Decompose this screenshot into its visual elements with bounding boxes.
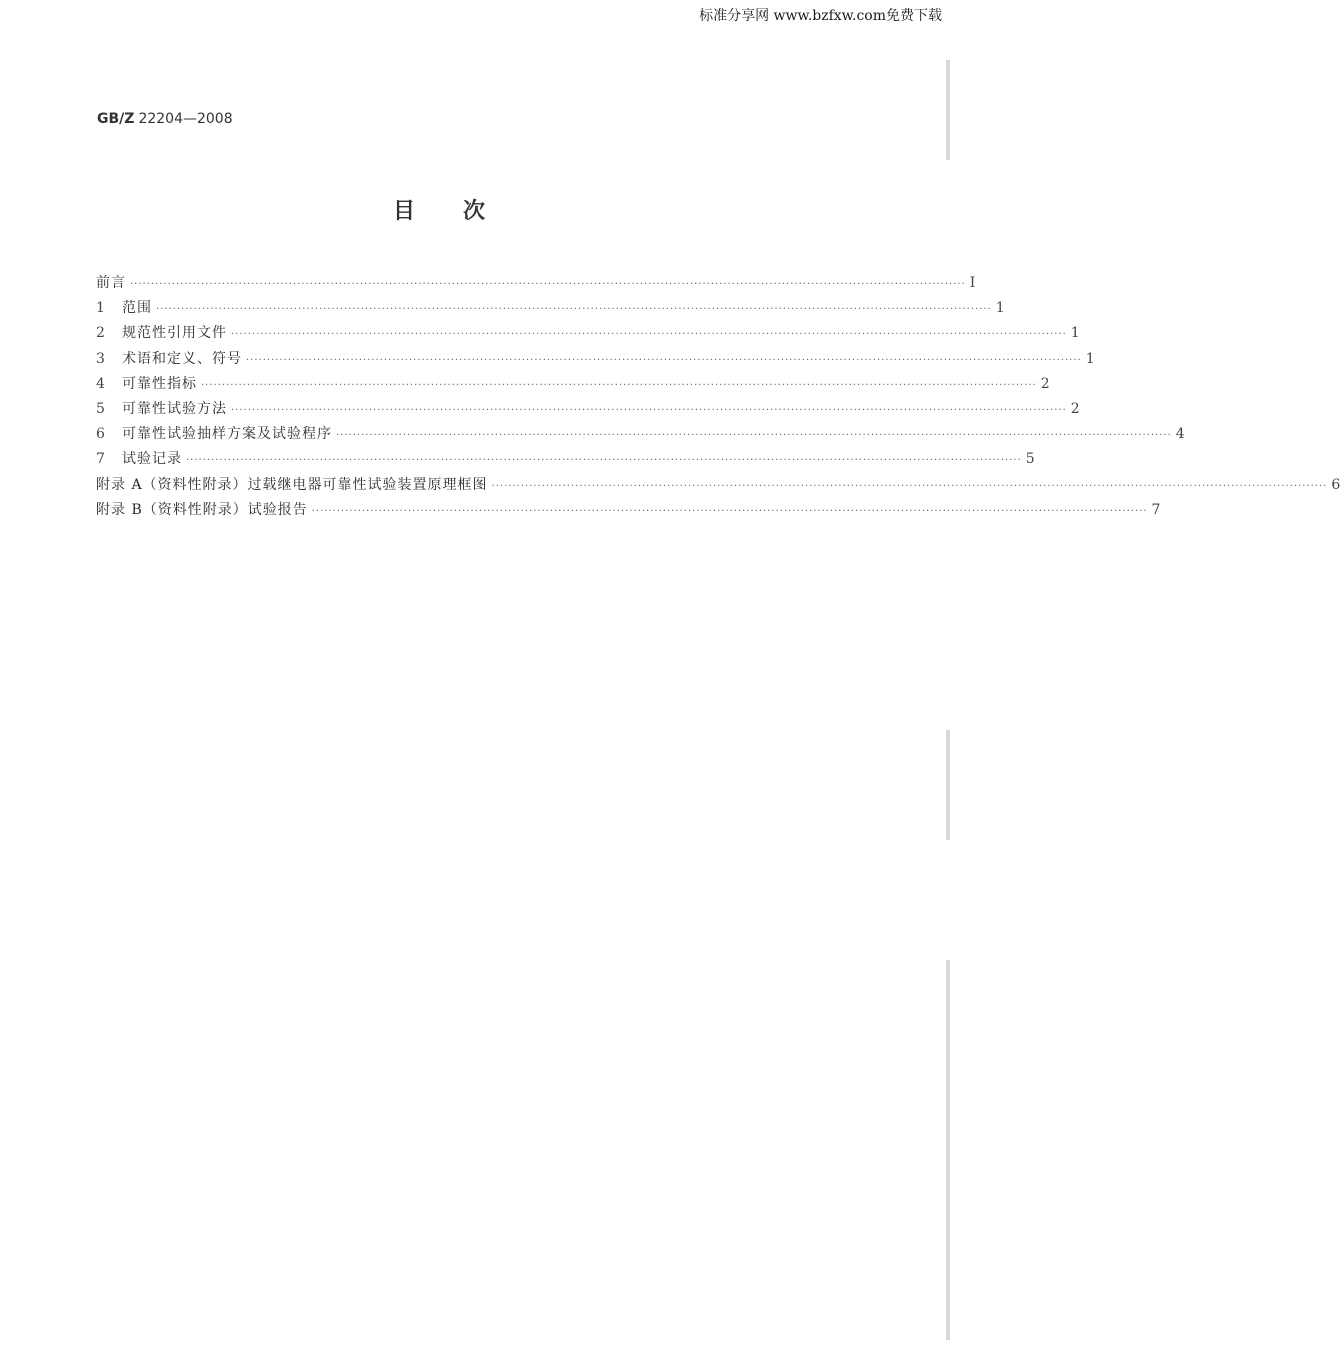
toc-entry-label: 术语和定义、符号 <box>122 350 242 367</box>
standard-prefix: GB/Z <box>97 111 135 127</box>
page-edge-shadow <box>946 960 950 1340</box>
toc-entry-subtitle: 试验报告 <box>247 501 308 518</box>
toc-entry-number: 7 <box>96 451 105 468</box>
toc-entry-label: 范围 <box>122 300 152 317</box>
toc-entry[interactable] <box>96 423 1185 448</box>
toc-entry-number: 5 <box>96 400 105 417</box>
toc-entry[interactable] <box>96 297 1005 322</box>
toc-entry-page: 2 <box>1040 375 1050 392</box>
standard-code <box>97 111 233 127</box>
toc-entry-number: 6 <box>96 426 105 443</box>
toc-entry-label: 规范性引用文件 <box>122 325 227 342</box>
toc-entry-subtitle: 过载继电器可靠性试验装置原理框图 <box>247 476 488 493</box>
toc-entry-page: 1 <box>1070 325 1080 342</box>
toc-entry-label: 可靠性试验抽样方案及试验程序 <box>122 426 332 443</box>
toc-title: 目次 <box>392 199 533 224</box>
watermark-text: 标准分享网 www.bzfxw.com免费下载 <box>699 8 942 24</box>
toc-leader-dots: ········································································································································································································ <box>130 279 966 290</box>
toc-leader-dots: ········································································································································································································ <box>156 304 992 316</box>
toc-entry-label: 附录 B（资料性附录） <box>96 501 248 518</box>
toc-entry-label: 附录 A（资料性附录） <box>96 476 248 493</box>
toc-leader-dots: ········································································································································································································ <box>231 329 1067 341</box>
toc-entry-page: 2 <box>1070 400 1080 417</box>
toc-entry-label: 试验记录 <box>122 451 182 468</box>
toc-entry-page: 1 <box>1085 350 1095 367</box>
toc-entry[interactable] <box>96 448 1035 473</box>
toc-entry-page: 5 <box>1025 451 1035 468</box>
toc-entry-page: I <box>969 275 976 291</box>
toc-entry[interactable] <box>96 499 1161 524</box>
toc-entry-label: 可靠性试验方法 <box>122 400 227 417</box>
toc-leader-dots: ········································································································································································································ <box>201 379 1037 391</box>
toc-entry-page: 7 <box>1151 501 1161 518</box>
toc-entry-page: 6 <box>1331 476 1340 493</box>
toc-entry-number: 4 <box>96 375 105 392</box>
toc-entry-number: 3 <box>96 350 105 367</box>
toc-entry-page: 4 <box>1175 426 1185 443</box>
table-of-contents <box>96 272 1340 524</box>
toc-entry[interactable] <box>96 348 1095 373</box>
toc-entry-label: 前言 <box>96 275 126 291</box>
toc-entry[interactable] <box>96 373 1050 398</box>
toc-leader-dots: ········································································································································································································ <box>311 505 1148 517</box>
toc-entry[interactable] <box>96 398 1080 423</box>
page-edge-shadow <box>946 730 950 840</box>
toc-leader-dots: ········································································································································································································ <box>491 480 1328 492</box>
toc-entry[interactable] <box>96 272 976 297</box>
page-edge-shadow <box>946 60 950 160</box>
toc-entry[interactable] <box>96 474 1340 499</box>
toc-entry-page: 1 <box>995 300 1005 317</box>
toc-leader-dots: ········································································································································································································ <box>186 455 1022 467</box>
toc-entry[interactable] <box>96 322 1080 347</box>
toc-entry-label: 可靠性指标 <box>122 375 197 392</box>
standard-number: 22204—2008 <box>138 111 233 127</box>
toc-entry-number: 1 <box>96 300 105 317</box>
toc-leader-dots: ········································································································································································································ <box>231 404 1067 416</box>
toc-leader-dots: ········································································································································································································ <box>336 430 1172 442</box>
toc-leader-dots: ········································································································································································································ <box>246 354 1082 366</box>
toc-entry-number: 2 <box>96 325 105 342</box>
